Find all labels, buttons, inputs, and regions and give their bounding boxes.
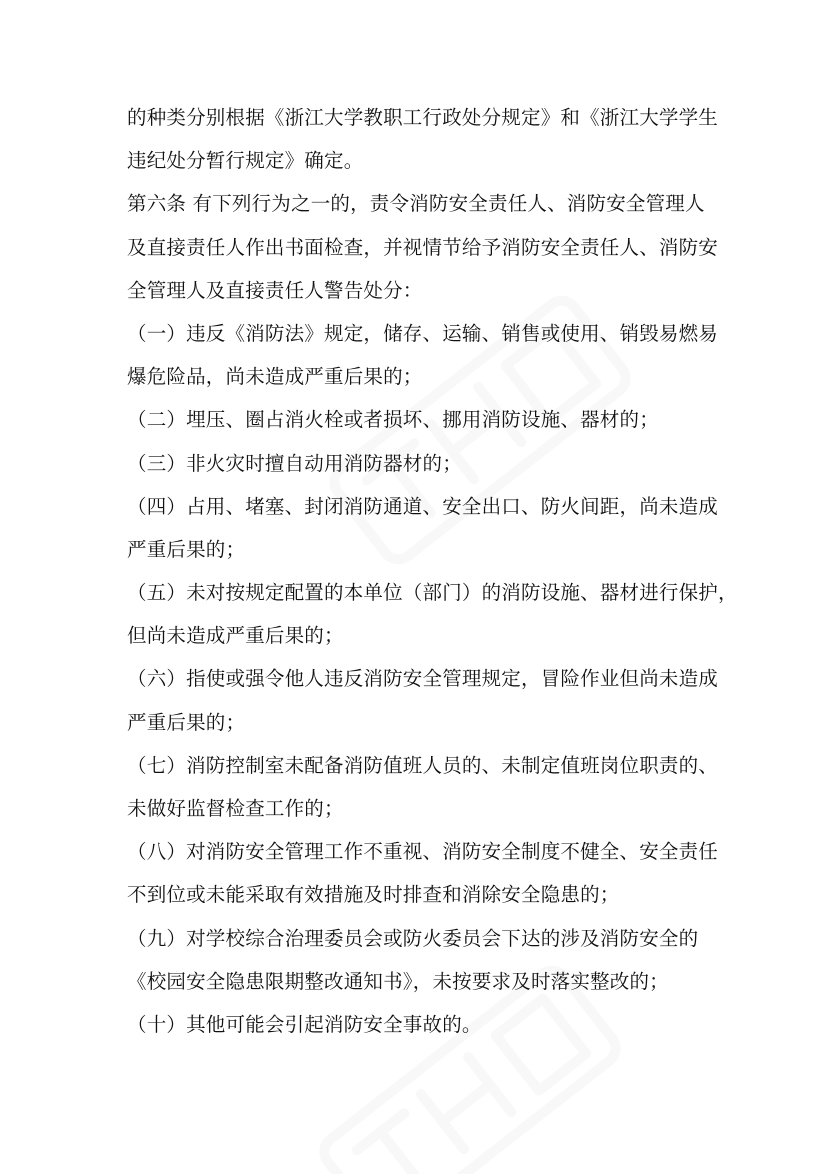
text-line: 全管理人及直接责任人警告处分： — [127, 278, 423, 302]
text-line: 严重后果的； — [127, 710, 246, 734]
list-item-line: （八）对消防安全管理工作不重视、消防安全制度不健全、安全责任 — [127, 840, 719, 864]
list-item-line: （七）消防控制室未配备消防值班人员的、未制定值班岗位职责的、 — [127, 753, 719, 777]
text-line: 但尚未造成严重后果的； — [127, 624, 344, 648]
text-line: 严重后果的； — [127, 537, 246, 561]
list-item-line: （五）未对按规定配置的本单位（部门）的消防设施、器材进行保护， — [127, 581, 738, 605]
text-line: 违纪处分暂行规定》确定。 — [127, 149, 364, 173]
text-line: 及直接责任人作出书面检查，并视情节给予消防安全责任人、消防安 — [127, 235, 719, 259]
list-item-line: （九）对学校综合治理委员会或防火委员会下达的涉及消防安全的 — [127, 926, 699, 950]
text-line: 未做好监督检查工作的； — [127, 797, 344, 820]
list-item-line: （十）其他可能会引起消防安全事故的。 — [127, 1012, 482, 1036]
list-item-line: （四）占用、堵塞、封闭消防通道、安全出口、防火间距，尚未造成 — [127, 494, 719, 518]
list-item-line: （一）违反《消防法》规定，储存、运输、销售或使用、销毁易燃易 — [127, 321, 719, 345]
text-line: 爆危险品，尚未造成严重后果的； — [127, 365, 423, 389]
article-heading-line: 第六条 有下列行为之一的，责令消防安全责任人、消防安全管理人 — [127, 192, 705, 216]
list-item-line: （三）非火灾时擅自动用消防器材的； — [127, 451, 462, 475]
list-item-line: （六）指使或强令他人违反消防安全管理规定，冒险作业但尚未造成 — [127, 667, 719, 691]
list-item-line: （二）埋压、圈占消火栓或者损坏、挪用消防设施、器材的； — [127, 408, 659, 432]
text-line: 《校园安全隐患限期整改通知书》，未按要求及时落实整改的； — [127, 969, 669, 993]
document-body — [127, 96, 738, 1046]
text-line: 的种类分别根据《浙江大学教职工行政处分规定》和《浙江大学学生 — [127, 106, 719, 129]
text-line: 不到位或未能采取有效措施及时排查和消除安全隐患的； — [127, 883, 620, 907]
